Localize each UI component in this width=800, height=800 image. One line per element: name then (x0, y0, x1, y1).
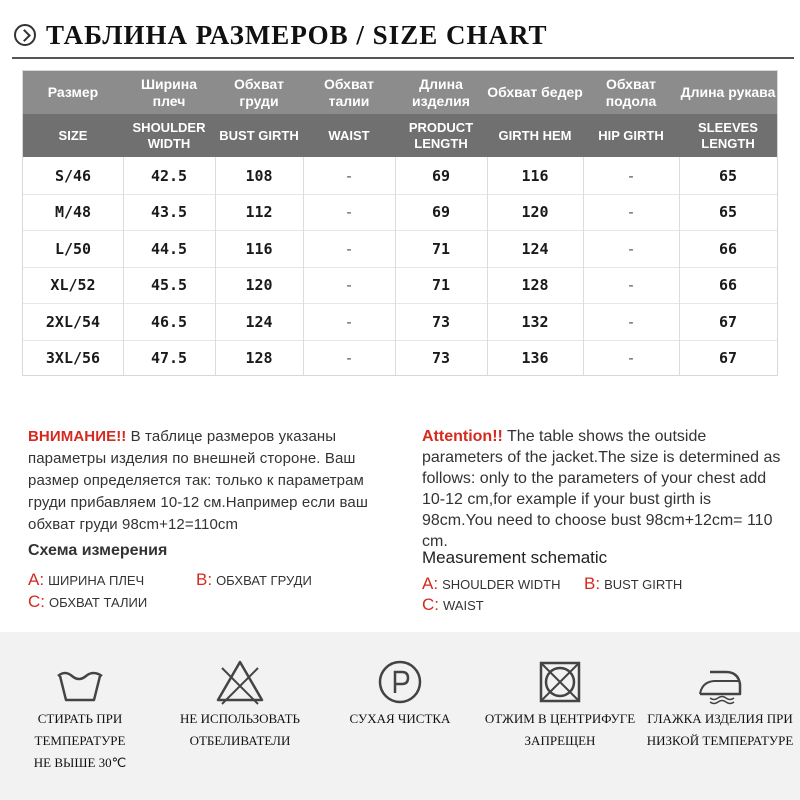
table-cell: - (626, 276, 636, 294)
page-title: ТАБЛИНА РАЗМЕРОВ / SIZE CHART (46, 20, 548, 50)
row-divider (23, 340, 777, 341)
header-en-cell: PRODUCT LENGTH (408, 119, 474, 151)
column-divider (583, 157, 584, 375)
care-label-line1: ОТЖИМ В ЦЕНТРИФУГЕ (484, 711, 636, 726)
care-label (320, 708, 480, 730)
care-label-line2: ОТБЕЛИВАТЕЛИ (189, 733, 291, 748)
legend-letter: B: (584, 574, 601, 593)
table-cell: 67 (718, 349, 738, 367)
table-cell: 120 (521, 203, 549, 221)
table-cell: 69 (431, 166, 451, 185)
no-tumble-dry-icon (532, 654, 588, 710)
table-row (23, 194, 777, 231)
size-table (22, 70, 778, 376)
scheme-ru-title: Схема измерения (28, 542, 168, 559)
table-cell: - (626, 166, 636, 185)
legend-label: SHOULDER WIDTH (442, 576, 561, 592)
header-ru-cell: Обхват груди (233, 75, 285, 109)
table-cell: 116 (245, 239, 273, 258)
table-cell: - (626, 349, 636, 367)
iron-low-icon (692, 654, 748, 710)
row-divider (23, 303, 777, 304)
table-cell: 66 (718, 276, 738, 294)
header-en-cell: HIP GIRTH (598, 127, 664, 143)
care-label (480, 708, 640, 752)
table-row (23, 267, 777, 304)
table-cell: 46.5 (150, 312, 188, 331)
legend-letter: A: (28, 570, 45, 589)
notice-ru (28, 426, 398, 536)
header-en-cell: WAIST (328, 127, 370, 143)
header-ru-cell: Длина изделия (412, 75, 470, 109)
table-cell: 43.5 (150, 203, 188, 221)
table-cell: - (626, 312, 636, 331)
table-row (23, 340, 777, 377)
table-row (23, 303, 777, 340)
table-cell: - (344, 276, 354, 294)
column-divider (215, 157, 216, 375)
notice-ru-label: ВНИМАНИЕ!! (28, 428, 127, 445)
table-cell: L/50 (54, 239, 92, 258)
care-label-line2: НЕ ВЫШЕ 30℃ (33, 755, 127, 770)
table-cell: 73 (431, 349, 451, 367)
care-label (160, 708, 320, 752)
table-cell: 73 (431, 312, 451, 331)
legend-label: BUST GIRTH (604, 576, 683, 592)
table-cell: - (344, 312, 354, 331)
header-ru-cell: Обхват талии (323, 75, 375, 109)
header-ru-cell: Обхват подола (605, 75, 657, 109)
legend-letter: B: (196, 570, 213, 589)
row-divider (23, 267, 777, 268)
column-divider (395, 157, 396, 375)
table-cell: S/46 (54, 166, 92, 185)
table-cell: M/48 (54, 203, 92, 221)
table-cell: 45.5 (150, 276, 188, 294)
table-cell: 47.5 (150, 349, 188, 367)
care-item-bleach (160, 632, 320, 800)
legend-letter: C: (422, 595, 439, 614)
table-cell: 65 (718, 166, 738, 185)
care-label-line1: СТИРАТЬ ПРИ ТЕМПЕРАТУРЕ (34, 711, 126, 748)
table-cell: 112 (245, 203, 273, 221)
care-label-line1: ГЛАЖКА ИЗДЕЛИЯ ПРИ (647, 711, 793, 726)
legend-label: ШИРИНА ПЛЕЧ (48, 572, 145, 588)
notice-ru-text: В таблице размеров указаны параметры изделия по внешней стороне. Ваш размер определяется так: только к параметрам груди прибавляем 10-12 см.Например если ваш обхват груди 98cm+12=110cm (28, 428, 369, 533)
care-item-iron (640, 632, 800, 800)
legend-label: WAIST (443, 597, 484, 613)
header-en-cell: BUST GIRTH (219, 127, 299, 143)
header-en-cell: SHOULDER WIDTH (132, 119, 206, 151)
table-cell: 128 (245, 349, 273, 367)
header-ru-cell: Длина рукава (680, 84, 776, 100)
care-label-line1: СУХАЯ ЧИСТКА (349, 711, 451, 726)
row-divider (23, 194, 777, 195)
legend-letter: C: (28, 592, 45, 611)
care-item-dryclean (320, 632, 480, 800)
table-cell: 71 (431, 239, 451, 258)
table-cell: 66 (718, 239, 738, 258)
table-header-ru (23, 71, 777, 114)
page-header (12, 20, 792, 58)
scheme-en-item-a (422, 574, 561, 594)
legend-label: ОБХВАТ ТАЛИИ (49, 594, 148, 610)
dry-clean-p-icon (372, 654, 428, 710)
table-cell: - (344, 166, 354, 185)
header-ru-cell: Обхват бедер (487, 84, 583, 100)
wash-30-icon (52, 654, 108, 710)
table-cell: 42.5 (150, 166, 188, 185)
care-item-wash (0, 632, 160, 800)
table-cell: 128 (521, 276, 549, 294)
table-cell: 124 (521, 239, 549, 258)
table-header-en (23, 114, 777, 157)
legend-label: ОБХВАТ ГРУДИ (216, 572, 312, 588)
care-label (640, 708, 800, 752)
scheme-ru-item-b (196, 570, 312, 590)
column-divider (487, 157, 488, 375)
table-cell: - (344, 203, 354, 221)
column-divider (679, 157, 680, 375)
column-divider (303, 157, 304, 375)
table-cell: - (344, 239, 354, 258)
table-cell: 3XL/56 (45, 349, 101, 367)
table-cell: 44.5 (150, 239, 188, 258)
table-cell: 69 (431, 203, 451, 221)
scheme-ru-item-c (28, 592, 147, 612)
table-cell: 120 (245, 276, 273, 294)
notice-en (422, 426, 782, 552)
notice-en-label: Attention!! (422, 428, 503, 445)
notice-en-text: The table shows the outside parameters of the jacket.The size is determined as follows: only to the parameters of your chest add 10-12 cm,for example if your bust girth is 98cm.You need to choose bust 98cm+12cm= 110 cm. (422, 428, 781, 550)
table-cell: 116 (521, 166, 549, 185)
table-cell: 132 (521, 312, 549, 331)
legend-letter: A: (422, 574, 439, 593)
chevron-right-circle-icon (14, 24, 36, 46)
care-label-line2: ЗАПРЕЩЕН (524, 733, 596, 748)
header-underline (12, 57, 794, 59)
scheme-en-item-b (584, 574, 682, 594)
care-label-line2: НИЗКОЙ ТЕМПЕРАТУРЕ (646, 733, 794, 748)
care-label-line1: НЕ ИСПОЛЬЗОВАТЬ (180, 711, 300, 726)
no-bleach-icon (212, 654, 268, 710)
table-cell: 136 (521, 349, 549, 367)
table-cell: - (626, 239, 636, 258)
column-divider (123, 157, 124, 375)
header-ru-cell: Размер (47, 84, 99, 100)
header-ru-cell: Ширина плеч (140, 75, 198, 109)
scheme-ru-item-a (28, 570, 144, 590)
row-divider (23, 230, 777, 231)
table-row (23, 157, 777, 194)
table-row (23, 230, 777, 267)
table-cell: 108 (245, 166, 273, 185)
table-cell: XL/52 (50, 276, 96, 294)
header-en-cell: GIRTH HEM (498, 127, 572, 143)
table-cell: 71 (431, 276, 451, 294)
table-cell: - (344, 349, 354, 367)
table-cell: 2XL/54 (45, 312, 101, 331)
scheme-en-title: Measurement schematic (422, 548, 608, 567)
table-cell: 124 (245, 312, 273, 331)
table-cell: 67 (718, 312, 738, 331)
care-instructions (0, 632, 800, 800)
table-cell: - (626, 203, 636, 221)
header-en-cell: SIZE (58, 127, 88, 143)
care-label (0, 708, 160, 774)
table-cell: 65 (718, 203, 738, 221)
header-en-cell: SLEEVES LENGTH (698, 119, 758, 151)
scheme-en-item-c (422, 595, 484, 615)
care-item-spin (480, 632, 640, 800)
